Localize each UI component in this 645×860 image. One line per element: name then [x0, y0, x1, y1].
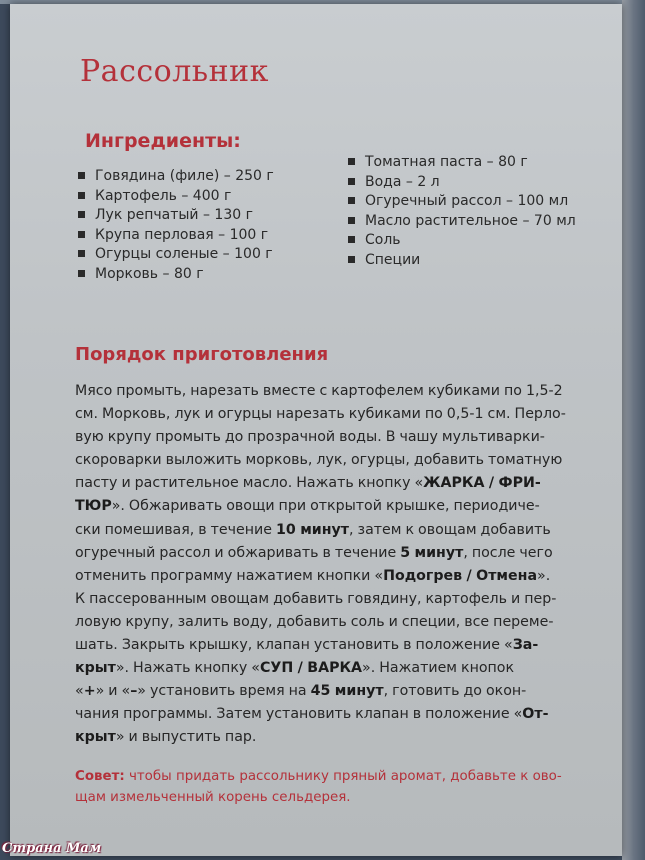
ingredient-item: Морковь – 80 г — [78, 265, 274, 285]
ingredient-item: Огуречный рассол – 100 мл — [348, 192, 576, 212]
ingredients-list-right — [348, 153, 576, 270]
tip-text: чтобы придать рассольнику пряный аромат, добавьте к ово- — [124, 769, 562, 784]
ingredients-heading: Ингредиенты: — [85, 130, 241, 152]
book-cover-edge — [622, 0, 645, 860]
ingredient-item: Крупа перловая – 100 г — [78, 226, 274, 246]
ingredient-item: Масло растительное – 70 мл — [348, 212, 576, 232]
preparation-heading: Порядок приготовления — [75, 344, 329, 365]
text-line: вую крупу промыть до прозрачной воды. В чашу мультиварки- — [75, 429, 545, 446]
bullet-square-icon — [78, 270, 85, 277]
preparation-text — [75, 380, 620, 750]
tip-text-continued: щам измельченный корень сельдерея. — [75, 790, 351, 805]
watermark-logo: Страна Мам — [2, 841, 102, 856]
ingredients-list-left — [78, 167, 274, 284]
ingredient-item: Специи — [348, 251, 576, 271]
bullet-square-icon — [78, 192, 85, 199]
bullet-square-icon — [348, 236, 355, 243]
bullet-square-icon — [78, 250, 85, 257]
text-line: огуречный рассол и обжаривать в течение 5 минут, после чего — [75, 544, 553, 561]
text-line: ски помешивая, в течение 10 минут, затем к овощам добавить — [75, 521, 551, 538]
text-line: пасту и растительное масло. Нажать кнопку «ЖАРКА / ФРИ- — [75, 475, 541, 492]
tip-label: Совет: — [75, 769, 125, 784]
bullet-square-icon — [348, 197, 355, 204]
ingredient-item: Говядина (филе) – 250 г — [78, 167, 274, 187]
bullet-square-icon — [78, 231, 85, 238]
text-line: см. Морковь, лук и огурцы нарезать кубиками по 0,5-1 см. Перло- — [75, 406, 566, 423]
ingredient-item: Соль — [348, 231, 576, 251]
bullet-square-icon — [348, 158, 355, 165]
bullet-square-icon — [348, 217, 355, 224]
text-line: крыт» и выпустить пар. — [75, 729, 257, 746]
text-line: крыт». Нажать кнопку «СУП / ВАРКА». Нажатием кнопок — [75, 660, 515, 677]
text-line: ловую крупу, залить воду, добавить соль и специи, все переме- — [75, 613, 554, 630]
text-line: скороварки выложить морковь, лук, огурцы, добавить томатную — [75, 452, 563, 469]
ingredient-item: Лук репчатый – 130 г — [78, 206, 274, 226]
bullet-square-icon — [78, 211, 85, 218]
ingredient-item: Картофель – 400 г — [78, 187, 274, 207]
text-line: Мясо промыть, нарезать вместе с картофелем кубиками по 1,5-2 — [75, 383, 563, 399]
text-line: шать. Закрыть крышку, клапан установить в положение «За- — [75, 637, 539, 654]
text-line: «+» и «–» установить время на 45 минут, готовить до окон- — [75, 683, 527, 700]
text-line: К пассерованным овощам добавить говядину, картофель и пер- — [75, 590, 557, 607]
tip-note — [75, 766, 622, 808]
bullet-square-icon — [348, 178, 355, 185]
ingredient-item: Огурцы соленые – 100 г — [78, 245, 274, 265]
ingredient-item: Вода – 2 л — [348, 173, 576, 193]
text-line: отменить программу нажатием кнопки «Подогрев / Отмена». — [75, 567, 551, 584]
recipe-page — [10, 4, 622, 856]
page-title: Рассольник — [80, 54, 269, 89]
bullet-square-icon — [348, 256, 355, 263]
text-line: чания программы. Затем установить клапан в положение «От- — [75, 706, 549, 723]
bullet-square-icon — [78, 172, 85, 179]
text-line: ТЮР». Обжаривать овощи при открытой крышке, периодиче- — [75, 498, 540, 515]
ingredient-item: Томатная паста – 80 г — [348, 153, 576, 173]
